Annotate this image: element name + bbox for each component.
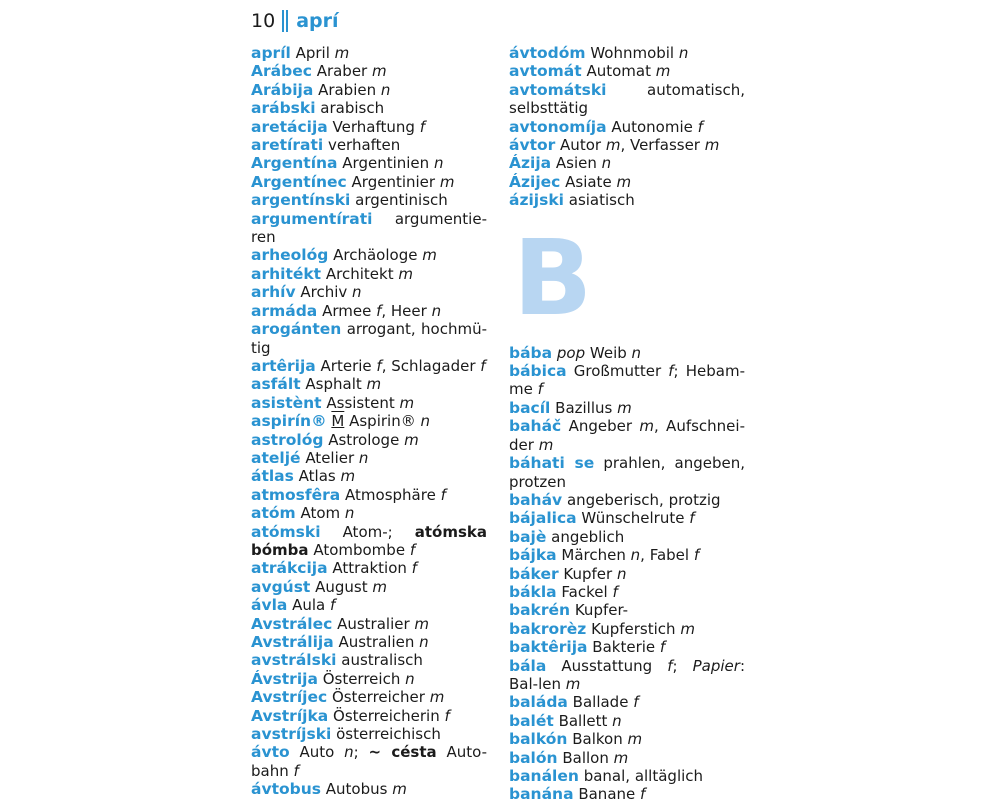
translation: österreichisch — [336, 725, 441, 744]
dictionary-entry — [251, 320, 487, 357]
translation: australisch — [341, 651, 423, 670]
dictionary-entry — [509, 785, 745, 803]
translation: Archiv n — [300, 283, 362, 302]
right-column — [509, 44, 745, 804]
dictionary-entry — [509, 136, 745, 154]
translation: Wohnmobil n — [590, 44, 689, 62]
dictionary-entry — [251, 780, 487, 798]
headword: báhati se — [509, 454, 595, 473]
dictionary-entry — [251, 210, 487, 247]
dictionary-entry — [509, 693, 745, 711]
translation: Fackel f — [561, 582, 618, 601]
section-letter-b: B — [513, 216, 593, 339]
dictionary-entry — [251, 743, 487, 780]
headword: avtomát — [509, 62, 582, 81]
headword: Arábec — [251, 62, 312, 81]
headword: arheológ — [251, 246, 329, 265]
translation: angeblich — [551, 527, 625, 546]
dictionary-entry — [251, 633, 487, 651]
dictionary-entry — [509, 528, 745, 546]
headword: balón — [509, 748, 558, 767]
headword: aretírati — [251, 136, 324, 155]
entry-list-a-continued — [509, 44, 745, 210]
headword: balkón — [509, 730, 568, 749]
headword: ávla — [251, 596, 288, 615]
dictionary-entry — [251, 81, 487, 99]
translation: Märchen n, Fabel f — [561, 546, 700, 565]
dictionary-entry — [251, 357, 487, 375]
headword: avgúst — [251, 577, 311, 596]
headword: baláda — [509, 693, 568, 712]
translation: Argentinien n — [342, 154, 444, 173]
dictionary-entry — [509, 62, 745, 80]
dictionary-entry — [509, 191, 745, 209]
translation: Autobus m — [325, 780, 407, 799]
dictionary-entry — [251, 246, 487, 264]
headword: banálen — [509, 767, 579, 785]
dictionary-entry — [251, 707, 487, 725]
dictionary-entry — [251, 173, 487, 191]
headword: baháv — [509, 490, 563, 509]
dictionary-entry — [509, 173, 745, 191]
translation: Asien n — [555, 154, 612, 173]
translation: banal, alltäglich — [583, 767, 704, 785]
headword: báker — [509, 564, 559, 583]
translation: Bakterie f — [592, 638, 666, 657]
translation: arrogant, hochmü-tig — [251, 320, 487, 357]
headword: banána — [509, 785, 574, 804]
dictionary-entry — [509, 565, 745, 583]
dictionary-entry — [251, 578, 487, 596]
dictionary-entry — [251, 504, 487, 522]
headword: bakrorèz — [509, 619, 587, 638]
headword: avstríjski — [251, 725, 332, 744]
headword: argentínski — [251, 191, 351, 210]
headword: Ázijec — [509, 172, 561, 191]
translation: Araber m — [316, 62, 387, 81]
headword: bála — [509, 656, 547, 675]
headword: ateljé — [251, 448, 301, 467]
dictionary-entry — [509, 154, 745, 172]
headword: Argentínec — [251, 172, 347, 191]
translation: Arabien n — [318, 80, 391, 99]
dictionary-entry — [251, 375, 487, 393]
dictionary-entry — [251, 412, 487, 430]
headword: arogánten — [251, 320, 342, 339]
dictionary-entry — [251, 136, 487, 154]
headword: aretácija — [251, 117, 328, 136]
translation: automatisch, selbsttätig — [509, 80, 745, 118]
dictionary-entry — [509, 81, 745, 118]
headword: ávto — [251, 743, 290, 762]
headword: astrológ — [251, 430, 324, 449]
dictionary-entry — [509, 417, 745, 454]
dictionary-entry — [509, 767, 745, 785]
translation: Großmutter f; Hebam-me f — [509, 362, 745, 399]
translation: Attraktion f — [332, 559, 417, 578]
header-separator — [282, 10, 288, 32]
translation: argentinisch — [355, 191, 448, 210]
dictionary-entry — [251, 596, 487, 614]
translation: Atlas m — [298, 467, 356, 486]
translation: Arterie f, Schlagader f — [320, 356, 486, 375]
left-column — [251, 44, 487, 799]
dictionary-entry — [251, 467, 487, 485]
dictionary-entry — [509, 583, 745, 601]
dictionary-entry — [509, 344, 745, 362]
dictionary-entry — [509, 620, 745, 638]
dictionary-entry — [509, 399, 745, 417]
headword: Ávstrija — [251, 669, 318, 688]
translation: Ballon m — [562, 748, 629, 767]
translation: Österreich n — [322, 669, 415, 688]
translation: Verhaftung f — [332, 117, 425, 136]
headword: átlas — [251, 467, 294, 486]
headword: bába — [509, 343, 553, 362]
dictionary-entry — [251, 615, 487, 633]
translation: Aula f — [292, 596, 336, 615]
dictionary-entry — [509, 454, 745, 491]
headword: avstrálski — [251, 651, 337, 670]
dictionary-entry — [509, 491, 745, 509]
dictionary-entry — [251, 651, 487, 669]
translation: Auto n; ~ césta Auto-bahn f — [251, 743, 487, 780]
dictionary-entry — [251, 725, 487, 743]
translation: Automat m — [586, 62, 671, 81]
translation: Australien n — [338, 633, 429, 651]
dictionary-entry — [509, 509, 745, 527]
translation: Assistent m — [326, 393, 415, 412]
headword: ávtor — [509, 136, 556, 155]
headword: asfált — [251, 375, 301, 394]
dictionary-entry — [251, 191, 487, 209]
headword: Ázija — [509, 154, 552, 173]
headword: arhív — [251, 283, 296, 302]
translation: Banane f — [578, 785, 646, 804]
translation: Autor m, Verfasser m — [560, 136, 720, 155]
dictionary-entry — [251, 118, 487, 136]
dictionary-entry — [509, 601, 745, 619]
entry-list-a — [251, 44, 487, 799]
headword: avtomátski — [509, 80, 607, 99]
dictionary-entry — [251, 302, 487, 320]
headword: Avstríjka — [251, 706, 329, 725]
dictionary-entry — [509, 44, 745, 62]
translation: Kupfer- — [574, 601, 629, 620]
headword: avtonomíja — [509, 117, 607, 136]
translation: Atmosphäre f — [345, 485, 446, 504]
headword: baháč — [509, 417, 562, 436]
translation: argumentie-ren — [251, 209, 487, 247]
dictionary-entry — [509, 730, 745, 748]
translation: Ausstattung f; Papier: Bal-len m — [509, 656, 745, 693]
translation: Kupferstich m — [591, 619, 695, 638]
dictionary-entry — [251, 486, 487, 504]
headword: atmosfêra — [251, 485, 341, 504]
translation: Atelier n — [305, 448, 369, 467]
headword: bákla — [509, 582, 557, 601]
dictionary-entry — [251, 670, 487, 688]
headword: Argentína — [251, 154, 338, 173]
headword: argumentírati — [251, 209, 373, 228]
headword: Avstrálec — [251, 614, 333, 633]
dictionary-entry — [251, 431, 487, 449]
translation: April m — [295, 44, 350, 62]
running-header — [251, 6, 339, 36]
headword: bajè — [509, 527, 547, 546]
dictionary-entry — [509, 118, 745, 136]
translation: Balkon m — [572, 730, 643, 749]
dictionary-entry — [509, 657, 745, 694]
headword: bájalica — [509, 509, 577, 528]
entry-list-b — [509, 344, 745, 804]
translation: Kupfer n — [563, 564, 627, 583]
headword: atrákcija — [251, 559, 328, 578]
headword: bájka — [509, 546, 557, 565]
dictionary-entry — [509, 546, 745, 564]
headword: atómski — [251, 522, 321, 541]
translation: Atom-; atómska bómba Atombombe f — [251, 522, 487, 559]
translation: pop Weib n — [556, 343, 642, 362]
dictionary-entry — [251, 523, 487, 560]
headword: aspirín® — [251, 412, 327, 431]
dictionary-entry — [251, 99, 487, 117]
translation: Asiate m — [565, 172, 632, 191]
headword: bábica — [509, 362, 567, 381]
translation: Architekt m — [325, 264, 413, 283]
translation: Ballett n — [558, 711, 622, 730]
dictionary-entry — [251, 62, 487, 80]
page-number: 10 — [251, 10, 276, 32]
translation: prahlen, angeben, protzen — [509, 454, 745, 491]
dictionary-entry — [251, 559, 487, 577]
translation: Archäologe m — [333, 246, 437, 265]
translation: Österreicher m — [331, 688, 445, 707]
headword: balét — [509, 711, 554, 730]
headword: Avstrálija — [251, 633, 334, 651]
headword: armáda — [251, 301, 318, 320]
dictionary-entry — [509, 362, 745, 399]
translation: angeberisch, protzig — [566, 490, 721, 509]
headword: bakrén — [509, 601, 571, 620]
translation: Australier m — [337, 614, 430, 633]
translation: Atom n — [300, 504, 355, 523]
dictionary-entry — [509, 638, 745, 656]
translation: Österreicherin f — [333, 706, 450, 725]
headword: arhitékt — [251, 264, 322, 283]
headword: apríl — [251, 44, 291, 62]
translation: M Aspirin® n — [331, 412, 430, 431]
dictionary-entry — [509, 749, 745, 767]
translation: Armee f, Heer n — [322, 301, 442, 320]
translation: August m — [315, 577, 388, 596]
headword: bacíl — [509, 398, 551, 417]
headword: asistènt — [251, 393, 322, 412]
headword: atóm — [251, 504, 296, 523]
headword: Avstríjec — [251, 688, 328, 707]
translation: Autonomie f — [611, 117, 703, 136]
headword: Arábija — [251, 80, 314, 99]
headword: ávtodóm — [509, 44, 586, 62]
dictionary-entry — [251, 265, 487, 283]
translation: Astrologe m — [328, 430, 419, 449]
dictionary-entry — [251, 394, 487, 412]
dictionary-entry — [509, 712, 745, 730]
translation: Angeber m, Aufschnei-der m — [509, 417, 745, 454]
dictionary-entry — [251, 283, 487, 301]
translation: Ballade f — [572, 693, 639, 712]
headword: ázijski — [509, 191, 564, 210]
dictionary-entry — [251, 154, 487, 172]
translation: Argentinier m — [351, 172, 455, 191]
translation: arabisch — [320, 99, 385, 118]
translation: Asphalt m — [305, 375, 382, 394]
translation: Wünschelrute f — [581, 509, 695, 528]
dictionary-entry — [251, 688, 487, 706]
dictionary-entry — [251, 44, 487, 62]
translation: verhaften — [327, 136, 401, 155]
running-headword: aprí — [296, 10, 339, 32]
translation: asiatisch — [568, 191, 635, 210]
headword: baktêrija — [509, 638, 588, 657]
headword: ávtobus — [251, 780, 321, 799]
dictionary-entry — [251, 449, 487, 467]
headword: artêrija — [251, 356, 316, 375]
translation: Bazillus m — [555, 398, 632, 417]
headword: arábski — [251, 99, 316, 118]
